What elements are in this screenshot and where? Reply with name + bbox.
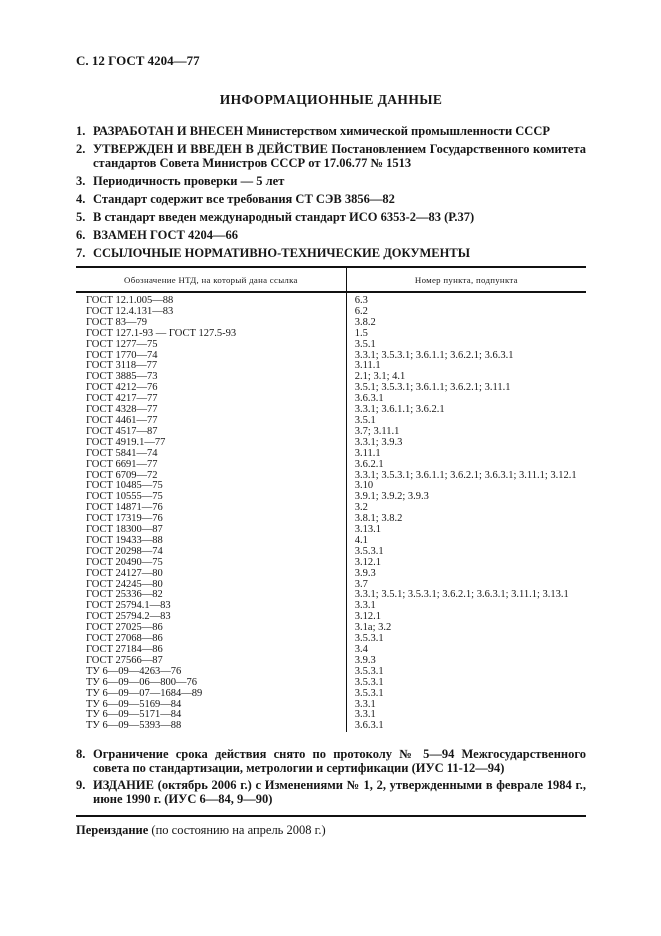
cell-clause-numbers: 3.12.1 [354,556,382,568]
info-item-text: Ограничение срока действия снято по протоколу № 5—94 Межгосударственного совета по стандартизации, метрологии и сертификации (ИУС 11-12—94) [93,747,586,776]
references-table-body [76,292,586,732]
cell-clause-numbers: 3.5.1 [354,338,376,350]
cell-ntd-designation: ТУ 6—09—5171—84 [76,710,346,721]
info-item-text: Стандарт содержит все требования СТ СЭВ 3856—82 [93,192,395,206]
cell-clause-numbers: 3.6.3.1 [354,720,384,732]
cell-clause-numbers: 3.5.3.1 [354,545,384,557]
cell-clause-numbers: 3.3.1 [354,709,376,721]
info-item-number: 2. [76,142,86,156]
cell-clause-numbers: 3.1а; 3.2 [354,622,392,634]
info-item [76,174,586,188]
cell-ntd-designation: ТУ 6—09—07—1684—89 [76,689,346,700]
running-header: С. 12 ГОСТ 4204—77 [76,53,200,68]
cell-clause-numbers: 3.7; 3.11.1 [354,425,400,437]
column-header-clause: Номер пункта, подпункта [346,267,586,292]
cell-clause-numbers: 3.7 [354,578,368,590]
cell-clause-numbers: 6.3 [354,295,368,306]
cell-clause-numbers: 3.3.1; 3.5.3.1; 3.6.1.1; 3.6.2.1; 3.6.3.1; 3.11.1; 3.12.1 [354,469,577,481]
cell-ntd-designation: ГОСТ 4217—77 [76,394,346,405]
page-content [76,54,586,838]
cell-ntd-designation: ТУ 6—09—06—800—76 [76,678,346,689]
info-item-text: ВЗАМЕН ГОСТ 4204—66 [93,228,238,242]
reissue-label: Переиздание [76,823,149,838]
cell-ntd-designation: ГОСТ 10555—75 [76,492,346,503]
cell-ntd-designation: ГОСТ 19433—88 [76,536,346,547]
table-row [76,689,586,700]
cell-ntd-designation: ГОСТ 10485—75 [76,481,346,492]
reissue-note [76,823,586,838]
info-item [76,747,586,775]
cell-ntd-designation: ГОСТ 18300—87 [76,525,346,536]
info-item-number: 8. [76,747,86,762]
footer-divider [76,815,586,817]
cell-clause-numbers: 3.5.3.1 [354,665,384,677]
info-item [76,246,586,260]
cell-ntd-designation: ТУ 6—09—5393—88 [76,721,346,732]
cell-ntd-designation: ГОСТ 4461—77 [76,416,346,427]
cell-clause-numbers: 3.9.3 [354,654,376,666]
cell-clause-numbers: 3.12.1 [354,611,382,623]
info-item-number: 9. [76,778,86,793]
cell-ntd-designation: ГОСТ 3118—77 [76,361,346,372]
cell-ntd-designation: ГОСТ 27566—87 [76,656,346,667]
section-title: ИНФОРМАЦИОННЫЕ ДАННЫЕ [219,92,443,107]
cell-ntd-designation: ГОСТ 20298—74 [76,547,346,558]
cell-ntd-designation: ГОСТ 12.4.131—83 [76,307,346,318]
cell-ntd-designation: ГОСТ 25794.2—83 [76,612,346,623]
cell-clause-numbers: 3.11.1 [354,360,381,372]
cell-ntd-designation: ГОСТ 4328—77 [76,405,346,416]
cell-ntd-designation: ГОСТ 24245—80 [76,580,346,591]
cell-ntd-designation: ГОСТ 27068—86 [76,634,346,645]
cell-ntd-designation: ГОСТ 27184—86 [76,645,346,656]
info-item-text: Периодичность проверки — 5 лет [93,174,285,188]
column-header-ntd: Обозначение НТД, на который дана ссылка [76,267,346,292]
info-items-top [76,124,586,260]
table-row [76,721,586,732]
references-table-head [76,267,586,292]
cell-clause-numbers: 1.5 [354,327,368,339]
info-item [76,192,586,206]
table-row [76,340,586,351]
cell-clause-numbers: 3.3.1; 3.5.1; 3.5.3.1; 3.6.2.1; 3.6.3.1; 3.11.1; 3.13.1 [354,589,569,601]
header-row [76,267,586,292]
cell-clause-numbers: 2.1; 3.1; 4.1 [354,371,406,383]
cell-ntd-designation: ГОСТ 25336—82 [76,590,346,601]
cell-clause-numbers: 3.5.3.1 [354,633,384,645]
table-row [76,329,586,340]
info-item [76,210,586,224]
cell-clause-numbers: 3.8.2 [354,316,376,328]
cell-clause-numbers: 3.10 [354,480,374,492]
table-row [76,678,586,689]
info-item-number: 6. [76,228,86,242]
cell-ntd-designation: ГОСТ 1277—75 [76,340,346,351]
cell-ntd-designation: ГОСТ 83—79 [76,318,346,329]
cell-ntd-designation: ГОСТ 24127—80 [76,569,346,580]
info-item-number: 4. [76,192,86,206]
cell-ntd-designation: ГОСТ 6691—77 [76,460,346,471]
cell-clause-numbers: 3.6.2.1 [354,458,384,470]
cell-ntd-designation: ГОСТ 20490—75 [76,558,346,569]
info-item-text: В стандарт введен международный стандарт ИСО 6353-2—83 (Р.37) [93,210,475,224]
table-row [76,292,586,307]
info-item [76,142,586,170]
cell-ntd-designation: ГОСТ 25794.1—83 [76,601,346,612]
cell-ntd-designation: ГОСТ 4212—76 [76,383,346,394]
cell-clause-numbers: 3.5.1; 3.5.3.1; 3.6.1.1; 3.6.2.1; 3.11.1 [354,382,511,394]
cell-ntd-designation: ГОСТ 3885—73 [76,372,346,383]
cell-clause-numbers: 3.5.1 [354,414,376,426]
cell-clause-numbers: 3.3.1 [354,600,376,612]
cell-clause-numbers: 3.3.1; 3.9.3 [354,436,403,448]
info-item-text: ИЗДАНИЕ (октябрь 2006 г.) с Изменениями № 1, 2, утвержденными в феврале 1984 г., июне 1990 г. (ИУС 6—84, 9—90) [93,778,586,807]
cell-clause-numbers: 6.2 [354,305,368,317]
cell-clause-numbers: 3.11.1 [354,447,381,459]
cell-clause-numbers: 3.9.3 [354,567,376,579]
cell-clause-numbers: 4.1 [354,534,368,546]
info-item-number: 1. [76,124,86,138]
cell-clause-numbers: 3.3.1 [354,698,376,710]
table-row [76,307,586,318]
cell-ntd-designation: ГОСТ 4919.1—77 [76,438,346,449]
info-item-number: 5. [76,210,86,224]
cell-ntd-designation: ГОСТ 12.1.005—88 [76,292,346,307]
cell-ntd-designation: ТУ 6—09—5169—84 [76,700,346,711]
info-item-number: 7. [76,246,86,260]
cell-clause-numbers: 3.5.3.1 [354,676,384,688]
cell-ntd-designation: ГОСТ 14871—76 [76,503,346,514]
cell-clause-numbers: 3.2 [354,502,368,514]
cell-clause-numbers: 3.5.3.1 [354,687,384,699]
cell-clause-numbers: 3.3.1; 3.6.1.1; 3.6.2.1 [354,404,445,416]
table-row [76,460,586,471]
reissue-date: (по состоянию на апрель 2008 г.) [148,823,326,838]
cell-ntd-designation: ГОСТ 17319—76 [76,514,346,525]
info-item-text: УТВЕРЖДЕН И ВВЕДЕН В ДЕЙСТВИЕ Постановлением Государственного комитета стандартов Совета Министров СССР от 17.06.77 № 1513 [93,142,586,170]
cell-ntd-designation: ТУ 6—09—4263—76 [76,667,346,678]
info-item [76,124,586,138]
cell-clause-numbers: 3.3.1; 3.5.3.1; 3.6.1.1; 3.6.2.1; 3.6.3.1 [354,349,514,361]
cell-clause-numbers: 3.4 [354,644,368,655]
info-item [76,228,586,242]
cell-ntd-designation: ГОСТ 1770—74 [76,351,346,362]
cell-clause-numbers: 3.8.1; 3.8.2 [354,513,403,525]
info-items-bottom [76,747,586,806]
cell-clause-numbers: 3.13.1 [354,524,382,536]
cell-ntd-designation: ГОСТ 27025—86 [76,623,346,634]
cell-ntd-designation: ГОСТ 5841—74 [76,449,346,460]
table-row [76,569,586,580]
info-item [76,778,586,806]
info-item-number: 3. [76,174,86,188]
cell-clause-numbers: 3.9.1; 3.9.2; 3.9.3 [354,491,429,503]
cell-ntd-designation: ГОСТ 4517—87 [76,427,346,438]
references-table [76,266,586,732]
cell-ntd-designation: ГОСТ 127.1-93 — ГОСТ 127.5-93 [76,329,346,340]
info-item-text: РАЗРАБОТАН И ВНЕСЕН Министерством химической промышленности СССР [93,124,550,138]
table-row [76,449,586,460]
cell-ntd-designation: ГОСТ 6709—72 [76,471,346,482]
cell-clause-numbers: 3.6.3.1 [354,393,384,405]
info-item-text: ССЫЛОЧНЫЕ НОРМАТИВНО-ТЕХНИЧЕСКИЕ ДОКУМЕНТЫ [93,246,470,260]
